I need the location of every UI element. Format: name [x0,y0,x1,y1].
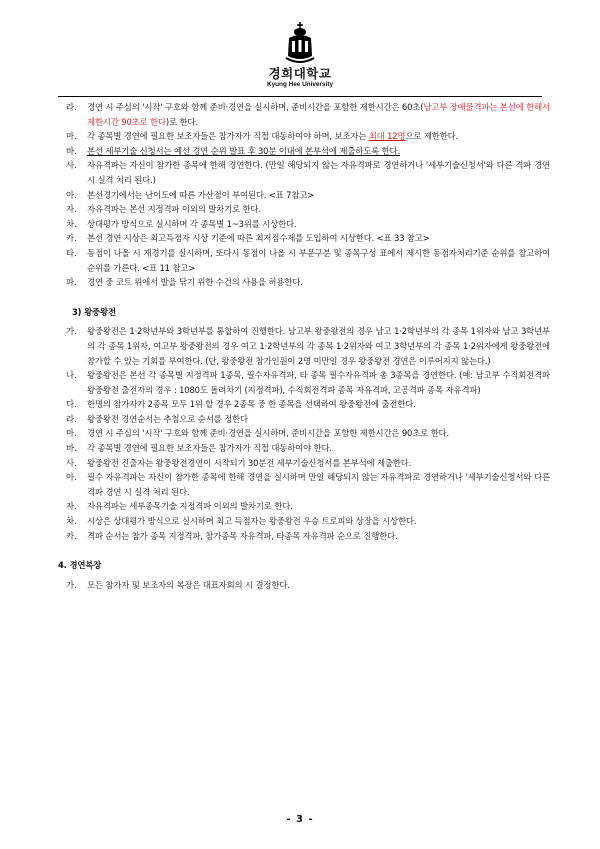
list-item: 아. 필수 자유격파는 자신이 참가한 종목에 한해 경연을 실시하며 만일 해당되지 않는 자유격파로 경연하거나 '세부기술신청서와 다른 격파 경연 시 실격 처리 된다. [58,470,550,499]
list-item: 마. 경연 시 주심의 '시작' 구호와 함께 준비·경연을 실시하며, 준비시간을 포함한 제한시간은 90초로 한다. [58,426,550,441]
list-item: 카. 본선 경연 시상은 최고득점자 시상 기준에 따른 최저점수제를 도입하여 시상한다. <표 33 참고> [58,231,550,246]
university-name-ko: 경희대학교 [268,66,332,81]
list-item: 라. 왕중왕전 경연순서는 추첨으로 순서를 정한다 [58,412,550,427]
list-marker: 파. [66,277,77,288]
highlighted-text: 최대 12명 [368,131,406,142]
list-marker: 마. [66,428,77,439]
list-marker: 가. [66,579,77,590]
list-item: 나. 왕중왕전은 본선 각 종목별 지정격파 1종목, 필수자유격파, 타 종목 필수자유격파 총 3종목을 경연한다. (예: 남고부 수직회전격파 왕중왕전 출전자의 경우 : 1080도 돌려차기 (지정격파), 수직회전격파 종목 자유격파, 고공격파 종목 자유격파) [58,368,550,397]
list-marker: 다. [66,399,77,410]
list-item: 가. 모든 참가자 및 보조자의 복장은 대표자회의 시 결정한다. [58,578,550,593]
list-marker: 나. [66,370,77,381]
university-name-en: Kyung Hee University [266,81,334,88]
list-item: 다. 한명의 참가자가 2종목 모두 1위 할 경우 2종목 중 한 종목을 선택하여 왕중왕전에 출전한다. [58,397,550,412]
list-marker: 바. [66,145,77,156]
list-marker: 사. [66,160,77,171]
list-marker: 차. [66,516,77,527]
list-item: 마. 각 종목별 경연에 필요한 보조자들은 참가자가 직접 대동하여야 하며, 보조자는 최대 12명으로 제한한다. [58,129,550,144]
header-divider [58,96,542,97]
underlined-text: 본선 세부기술 신청서는 예선 경연 순위 발표 후 30분 이내에 본부석에 제출하도록 한다. [87,145,400,156]
header-logo [0,22,600,88]
highlighted-text: 남고부 장애물격파는 본선에 한해서 제한시간 90초로 한다 [87,102,550,127]
list-marker: 사. [66,457,77,468]
list-marker: 카. [66,233,77,244]
list-item: 자. 자유격파는 세부종목기술 지정격파 이외의 발차기로 한다. [58,499,550,514]
list-item: 사. 자유격파는 자신이 참가한 종목에 한해 경연한다. (만일 해당되지 않는 자유격파로 경연하거나 '세부기술신청서'와 다른 격파 경연 시 실격 처리 된다.) [58,158,550,187]
list-item: 가. 왕중왕전은 1·2학년부와 3학년부를 통합하여 진행한다. 남고부 왕중왕전의 경우 남고 1·2학년부의 각 종목 1위자와 남고 3학년부의 각 종목 1위자, 여고부 왕중왕전의 경우 여고 1·2학년부의 각 종목 1·2위자와 여고 3학년부의 각 종목 1·2위자에게 왕중왕전에 참가할 수 있는 기회를 부여한다. (단, 왕중왕전 참가인원이 2명 미만일 경우 왕중왕전 경연은 이루어지지 않는다.) [58,324,550,368]
list-item: 사. 왕중왕전 진출자는 왕중왕전경연이 시작되기 30분전 세부기술신청서를 본부석에 제출한다. [58,456,550,471]
list-marker: 차. [66,218,77,229]
list-marker: 바. [66,443,77,454]
list-item [58,144,550,159]
list-marker: 자. [66,204,77,215]
list-item: 차. 상대평가 방식으로 실시하며 각 종목별 1~3위를 시상한다. [58,217,550,232]
list-item: 차. 시상은 상대평가 방식으로 실시하며 최고 득점자는 왕중왕전 우승 트로피와 상장을 시상한다. [58,514,550,529]
list-marker: 가. [66,326,77,337]
list-item: 라. 경연 시 주심의 '시작' 구호와 함께 준비·경연을 실시하며, 준비시간을 포함한 제한시간은 60초(남고부 장애물격파는 본선에 한해서 제한시간 90초로 한다)로 한다. [58,100,550,129]
page-number: - 3 - [286,814,314,825]
list-item: 자. 자유격파는 본선 지정격파 이외의 발차기로 한다. [58,202,550,217]
list-item: 타. 동점이 나올 시 재경기를 실시하며, 또다시 동점이 나올 시 부문구분 및 종목구성 표에서 제시한 동점자처리기준 순위를 참고하여 순위를 가른다. <표 11 참고> [58,246,550,275]
document-body [58,100,550,592]
list-marker: 자. [66,501,77,512]
list-marker: 타. [66,247,77,258]
list-marker: 라. [66,413,77,424]
list-item: 파. 경연 중 코트 위에서 발을 닦기 위한 수건의 사용을 허용한다. [58,275,550,290]
list-item: 바. 각 종목별 경연에 필요한 보조자들은 참가자가 직접 대동하여야 한다. [58,441,550,456]
list-marker: 아. [66,189,77,200]
list-marker: 라. [66,102,77,112]
list-item: 카. 격파 순서는 참가 종목 지정격파, 참가종목 자유격파, 타종목 자유격파 순으로 진행한다. [58,529,550,544]
list-item: 아. 본선경기에서는 난이도에 따른 가산점이 부여된다. <표 7참고> [58,188,550,203]
list-marker: 카. [66,530,77,541]
section-heading: 4. 경연복장 [58,560,102,571]
section-heading: 3) 왕중왕전 [72,306,116,317]
list-marker: 아. [66,472,77,483]
list-marker: 마. [66,131,77,142]
university-seal-icon [285,22,315,66]
